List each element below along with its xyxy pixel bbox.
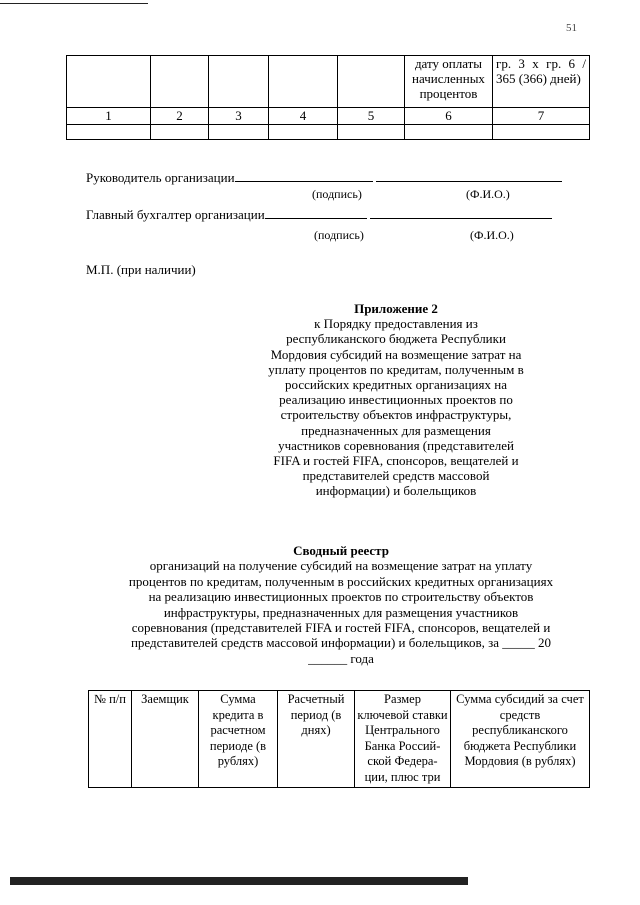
accountant-signature-hint: (подпись) xyxy=(314,228,364,242)
column-number: 7 xyxy=(493,108,590,125)
top-table-header-row xyxy=(67,56,590,108)
accountant-signature-field xyxy=(265,206,367,219)
registry-line: процентов по кредитам, полученным в российских кредитных организациях xyxy=(128,573,554,589)
appendix-line: строительству объектов инфраструктуры, xyxy=(280,407,512,423)
scan-artifact-top xyxy=(0,3,148,4)
top-table-header-col6: дату оплаты начисленных процентов xyxy=(405,56,493,108)
appendix-block xyxy=(262,301,530,499)
registry-line: соревнования (представителей FIFA и гостей FIFA, спонсоров, вещателей и xyxy=(131,620,551,636)
accountant-name-field xyxy=(370,206,552,219)
registry-line: организаций на получение субсидий на возмещение затрат на уплату xyxy=(149,558,533,574)
head-signature-field xyxy=(235,169,373,182)
head-label: Руководитель организации xyxy=(86,170,235,185)
accountant-name-hint: (Ф.И.О.) xyxy=(470,228,514,242)
scan-artifact-bottom xyxy=(10,877,468,885)
appendix-line: российских кредитных организациях на xyxy=(285,377,507,393)
column-number: 3 xyxy=(209,108,269,125)
registry-line: представителей средств массовой информации) и болельщиков, за _____ 20 xyxy=(130,635,552,651)
chief-accountant-label: Главный бухгалтер организации xyxy=(86,207,265,222)
column-number: 2 xyxy=(151,108,209,125)
header-borrower: Заемщик xyxy=(132,691,199,788)
head-signature-hint: (подпись) xyxy=(312,187,362,201)
registry-line: инфраструктуры, предназначенных для размещения участников xyxy=(163,604,519,620)
appendix-line: предназначенных для размещения xyxy=(301,422,491,438)
appendix-line: информации) и болельщиков xyxy=(315,483,477,499)
column-number: 5 xyxy=(338,108,405,125)
registry-table xyxy=(88,690,590,788)
header-subsidy-amount: Сумма субсидий за счет средств республиканского бюджета Республики Мордовия (в рублях) xyxy=(451,691,590,788)
top-table-empty-row xyxy=(67,125,590,140)
header-key-rate: Размер ключевой ставки Центрального Банка Россий-ской Федера-ции, плюс три xyxy=(355,691,451,788)
stamp-text: М.П. (при наличии) xyxy=(86,262,196,277)
column-number: 1 xyxy=(67,108,151,125)
column-number: 6 xyxy=(405,108,493,125)
appendix-line: уплату процентов по кредитам, полученным в xyxy=(268,361,524,377)
appendix-title: Приложение 2 xyxy=(354,301,438,316)
registry-table-header-row xyxy=(89,691,590,788)
appendix-line: реализацию инвестиционных проектов по xyxy=(279,392,513,408)
appendix-line: FIFA и гостей FIFA, спонсоров, вещателей и xyxy=(273,453,519,469)
registry-line: на реализацию инвестиционных проектов по строительству объектов xyxy=(148,589,534,605)
appendix-line: республиканского бюджета Республики xyxy=(286,331,506,347)
top-table xyxy=(66,55,590,140)
header-number: № п/п xyxy=(89,691,132,788)
column-number: 4 xyxy=(269,108,338,125)
page-number: 51 xyxy=(566,22,577,34)
registry-title: Сводный реестр xyxy=(293,543,389,558)
registry-block xyxy=(74,543,608,666)
top-table-header-col7: гр. 3 х гр. 6 / 365 (366) дней) xyxy=(493,56,590,108)
appendix-line: Мордовия субсидий на возмещение затрат на xyxy=(270,346,522,362)
head-name-hint: (Ф.И.О.) xyxy=(466,187,510,201)
appendix-line: представителей средств массовой xyxy=(302,468,490,484)
header-period-days: Расчетный период (в днях) xyxy=(278,691,355,788)
appendix-line: к Порядку предоставления из xyxy=(314,316,478,332)
accountant-signature-line xyxy=(86,206,552,222)
head-signature-line xyxy=(86,169,562,185)
head-name-field xyxy=(376,169,562,182)
top-table-number-row xyxy=(67,108,590,125)
header-credit-amount: Сумма кредита в расчетном периоде (в рублях) xyxy=(199,691,278,788)
registry-last-line: ______ года xyxy=(308,650,374,666)
appendix-line: участников соревнования (представителей xyxy=(278,437,514,453)
